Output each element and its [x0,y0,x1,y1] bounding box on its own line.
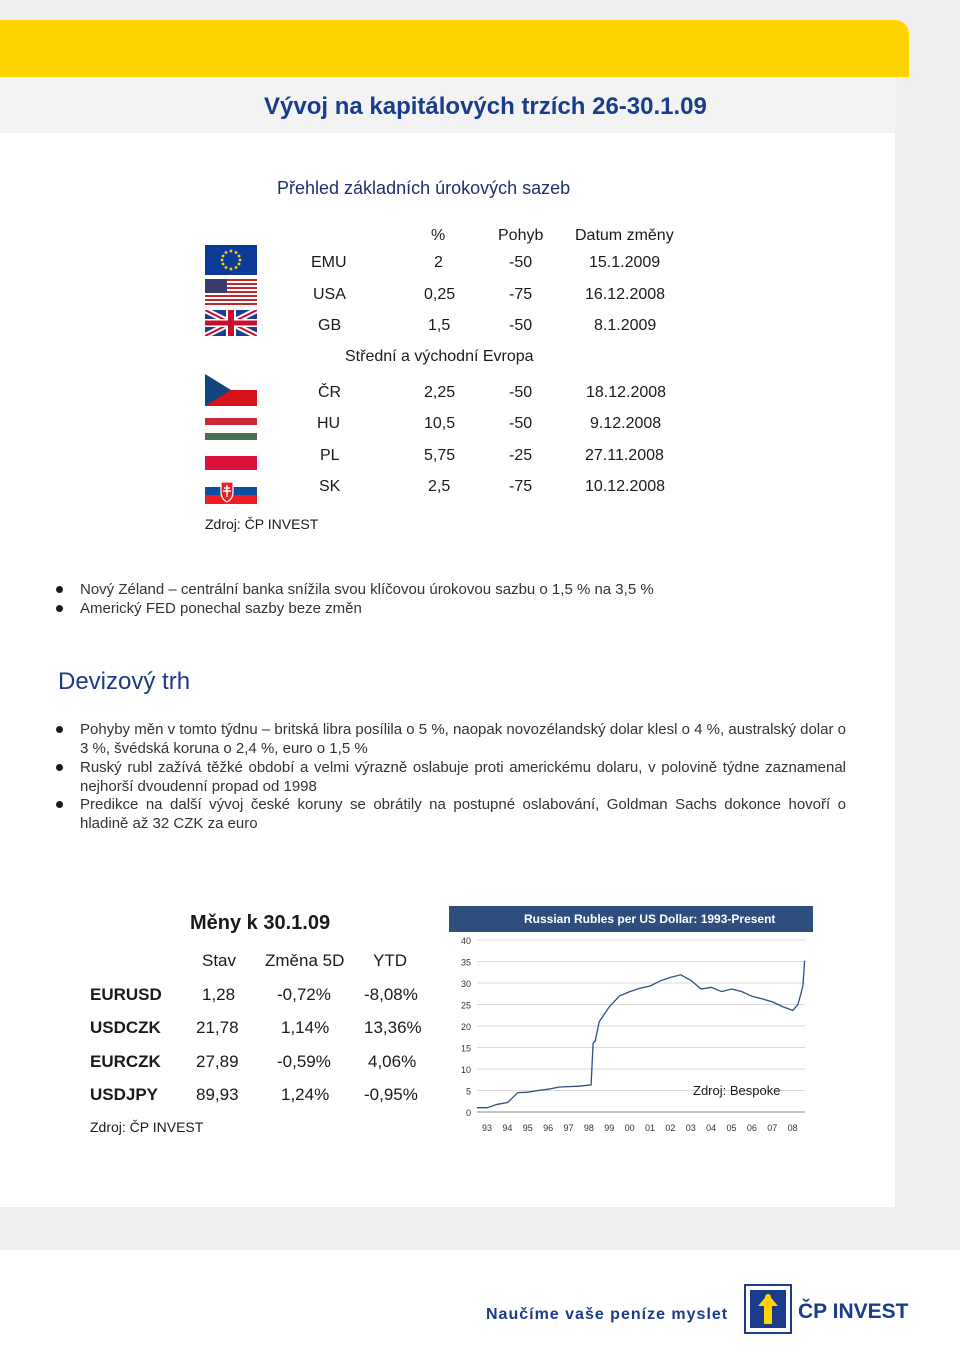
bullet-dot [56,726,63,733]
currency-pair: EURCZK [90,1052,161,1071]
hu-flag-icon [205,418,257,440]
rate-change-cz: -50 [509,384,533,401]
rates-header-date: Datum změny [575,227,674,244]
rate-value-hu: 10,5 [424,415,456,432]
chart-source: Zdroj: Bespoke [693,1083,781,1098]
chart-x-tick-label: 06 [746,1123,757,1133]
bullet-dot [56,586,63,593]
bullet-text: Pohyby měn v tomto týdnu – britská libra posílila o 5 %, naopak novozélandský dolar klesl o 4 %, australský dolar o 3 %, švédská koruna o 2,4 %, euro o 1,5 % [80,721,846,757]
currency-state: 27,89 [196,1052,239,1071]
rates-source: Zdroj: ČP INVEST [205,516,319,532]
rate-date-cz: 18.12.2008 [586,384,667,401]
rate-change-sk: -75 [509,478,533,495]
rate-code-sk: SK [319,478,341,495]
currencies-title: Měny k 30.1.09 [190,912,331,934]
rates-bullet [80,580,860,599]
rate-date-sk: 10.12.2008 [585,478,666,495]
chart-title: Russian Rubles per US Dollar: 1993-Present [524,912,776,926]
rates-table-title: Přehled základních úrokových sazeb [277,178,571,198]
chart-x-tick-label: 99 [604,1123,615,1133]
chart-x-tick-label: 05 [726,1123,737,1133]
currency-change5d: 1,24% [281,1085,330,1104]
rate-value-usa: 0,25 [424,286,456,303]
chart-y-tick-label: 30 [460,979,471,989]
rate-date-usa: 16.12.2008 [585,286,666,303]
rate-value-cz: 2,25 [424,384,456,401]
rate-code-hu: HU [317,415,341,432]
currency-pair: USDJPY [90,1085,159,1104]
chart-x-tick-label: 08 [787,1123,798,1133]
chart-y-tick-label: 40 [460,936,471,946]
rate-change-emu: -50 [509,254,533,271]
fx-bullet [80,720,846,758]
chart-x-tick-label: 97 [563,1123,574,1133]
currency-change5d: -0,72% [277,985,331,1004]
currency-pair: USDCZK [90,1018,161,1037]
bullet-text: Americký FED ponechal sazby beze změn [80,600,362,617]
rate-code-emu: EMU [311,254,347,271]
rate-change-pl: -25 [509,447,533,464]
region-title: Střední a východní Evropa [345,348,534,365]
currency-ytd: 13,36% [364,1018,422,1037]
rate-change-gb: -50 [509,317,533,334]
currencies-source: Zdroj: ČP INVEST [90,1119,204,1135]
us-flag-icon [205,279,257,309]
sk-flag-icon [205,478,257,504]
rate-change-usa: -75 [509,286,533,303]
rate-value-pl: 5,75 [424,447,456,464]
chart-x-tick-label: 93 [481,1123,493,1133]
chart-x-tick-label: 07 [767,1123,778,1133]
chart-x-tick-label: 98 [583,1123,594,1133]
bullet-text: Nový Zéland – centrální banka snížila svou klíčovou úrokovou sazbu o 1,5 % na 3,5 % [80,581,654,598]
currency-pair: EURUSD [90,985,162,1004]
currency-ytd: -8,08% [364,985,418,1004]
gb-flag-icon [205,310,257,340]
footer-slogan: Naučíme vaše peníze myslet [486,1306,729,1323]
chart-y-tick-label: 25 [460,1000,471,1011]
chart-y-tick-label: 0 [465,1108,471,1118]
rate-code-cz: ČR [318,384,342,401]
rate-date-pl: 27.11.2008 [585,447,664,464]
chart-x-tick-label: 95 [522,1123,533,1133]
currency-state: 1,28 [202,985,236,1004]
chart-y-tick-label: 10 [460,1065,471,1075]
rate-code-pl: PL [320,447,340,464]
chart-x-tick-label: 96 [543,1123,554,1133]
rate-value-sk: 2,5 [428,478,451,495]
rate-date-gb: 8.1.2009 [594,317,657,334]
rate-code-usa: USA [313,286,346,303]
bullet-dot [56,605,63,612]
logo-text: ČP INVEST [798,1300,909,1323]
currency-state: 21,78 [196,1018,239,1037]
currencies-header-state: Stav [202,951,237,970]
rate-value-gb: 1,5 [428,317,451,334]
bullet-text: Ruský rubl zažívá těžké období a velmi výrazně oslabuje proti americkému dolaru, v polovině týdne zaznamenal nejhorší dvoudenní propad od 1998 [80,759,846,795]
currency-ytd: 4,06% [368,1052,417,1071]
bullet-dot [56,801,63,808]
page-title: Vývoj na kapitálových trzích 26-30.1.09 [264,93,707,120]
chart-x-tick-label: 00 [624,1123,635,1133]
currency-change5d: 1,14% [281,1018,330,1037]
currency-ytd: -0,95% [364,1085,418,1104]
bullet-dot [56,764,63,771]
bullet-text: Predikce na další vývoj české koruny se obrátily na postupné oslabování, Goldman Sachs dokonce hovoří o hladině až 32 CZK za euro [80,796,846,832]
cp-invest-logo-icon [744,1284,792,1339]
pl-flag-icon [205,446,257,470]
chart-y-tick-label: 20 [460,1022,471,1032]
rate-value-emu: 2 [434,254,443,271]
currencies-header-ytd: YTD [373,951,407,970]
eu-flag-icon [205,245,257,275]
rate-code-gb: GB [318,317,342,334]
rate-date-hu: 9.12.2008 [590,415,662,432]
rate-date-emu: 15.1.2009 [589,254,661,271]
rate-change-hu: -50 [509,415,533,432]
chart-x-tick-label: 01 [644,1123,655,1133]
chart-x-tick-label: 02 [665,1123,676,1133]
chart-x-tick-label: 94 [502,1123,513,1133]
chart-y-tick-label: 35 [460,957,471,968]
chart-x-tick-label: 04 [706,1123,717,1133]
fx-bullet [80,795,846,833]
currencies-header-change5d: Změna 5D [265,951,345,970]
fx-section-heading: Devizový trh [58,668,191,695]
chart-x-tick-label: 03 [685,1123,696,1133]
rates-header-pct: % [431,227,446,244]
rates-bullet [80,599,860,618]
chart-y-tick-label: 5 [465,1086,471,1097]
ruble-chart-svg [449,932,813,1136]
header-yellow-bar [0,20,895,77]
chart-y-tick-label: 15 [460,1043,471,1054]
cz-flag-icon [205,374,257,418]
fx-bullet [80,758,846,796]
currency-state: 89,93 [196,1085,239,1104]
rates-header-change: Pohyb [498,227,544,244]
currency-change5d: -0,59% [277,1052,331,1071]
